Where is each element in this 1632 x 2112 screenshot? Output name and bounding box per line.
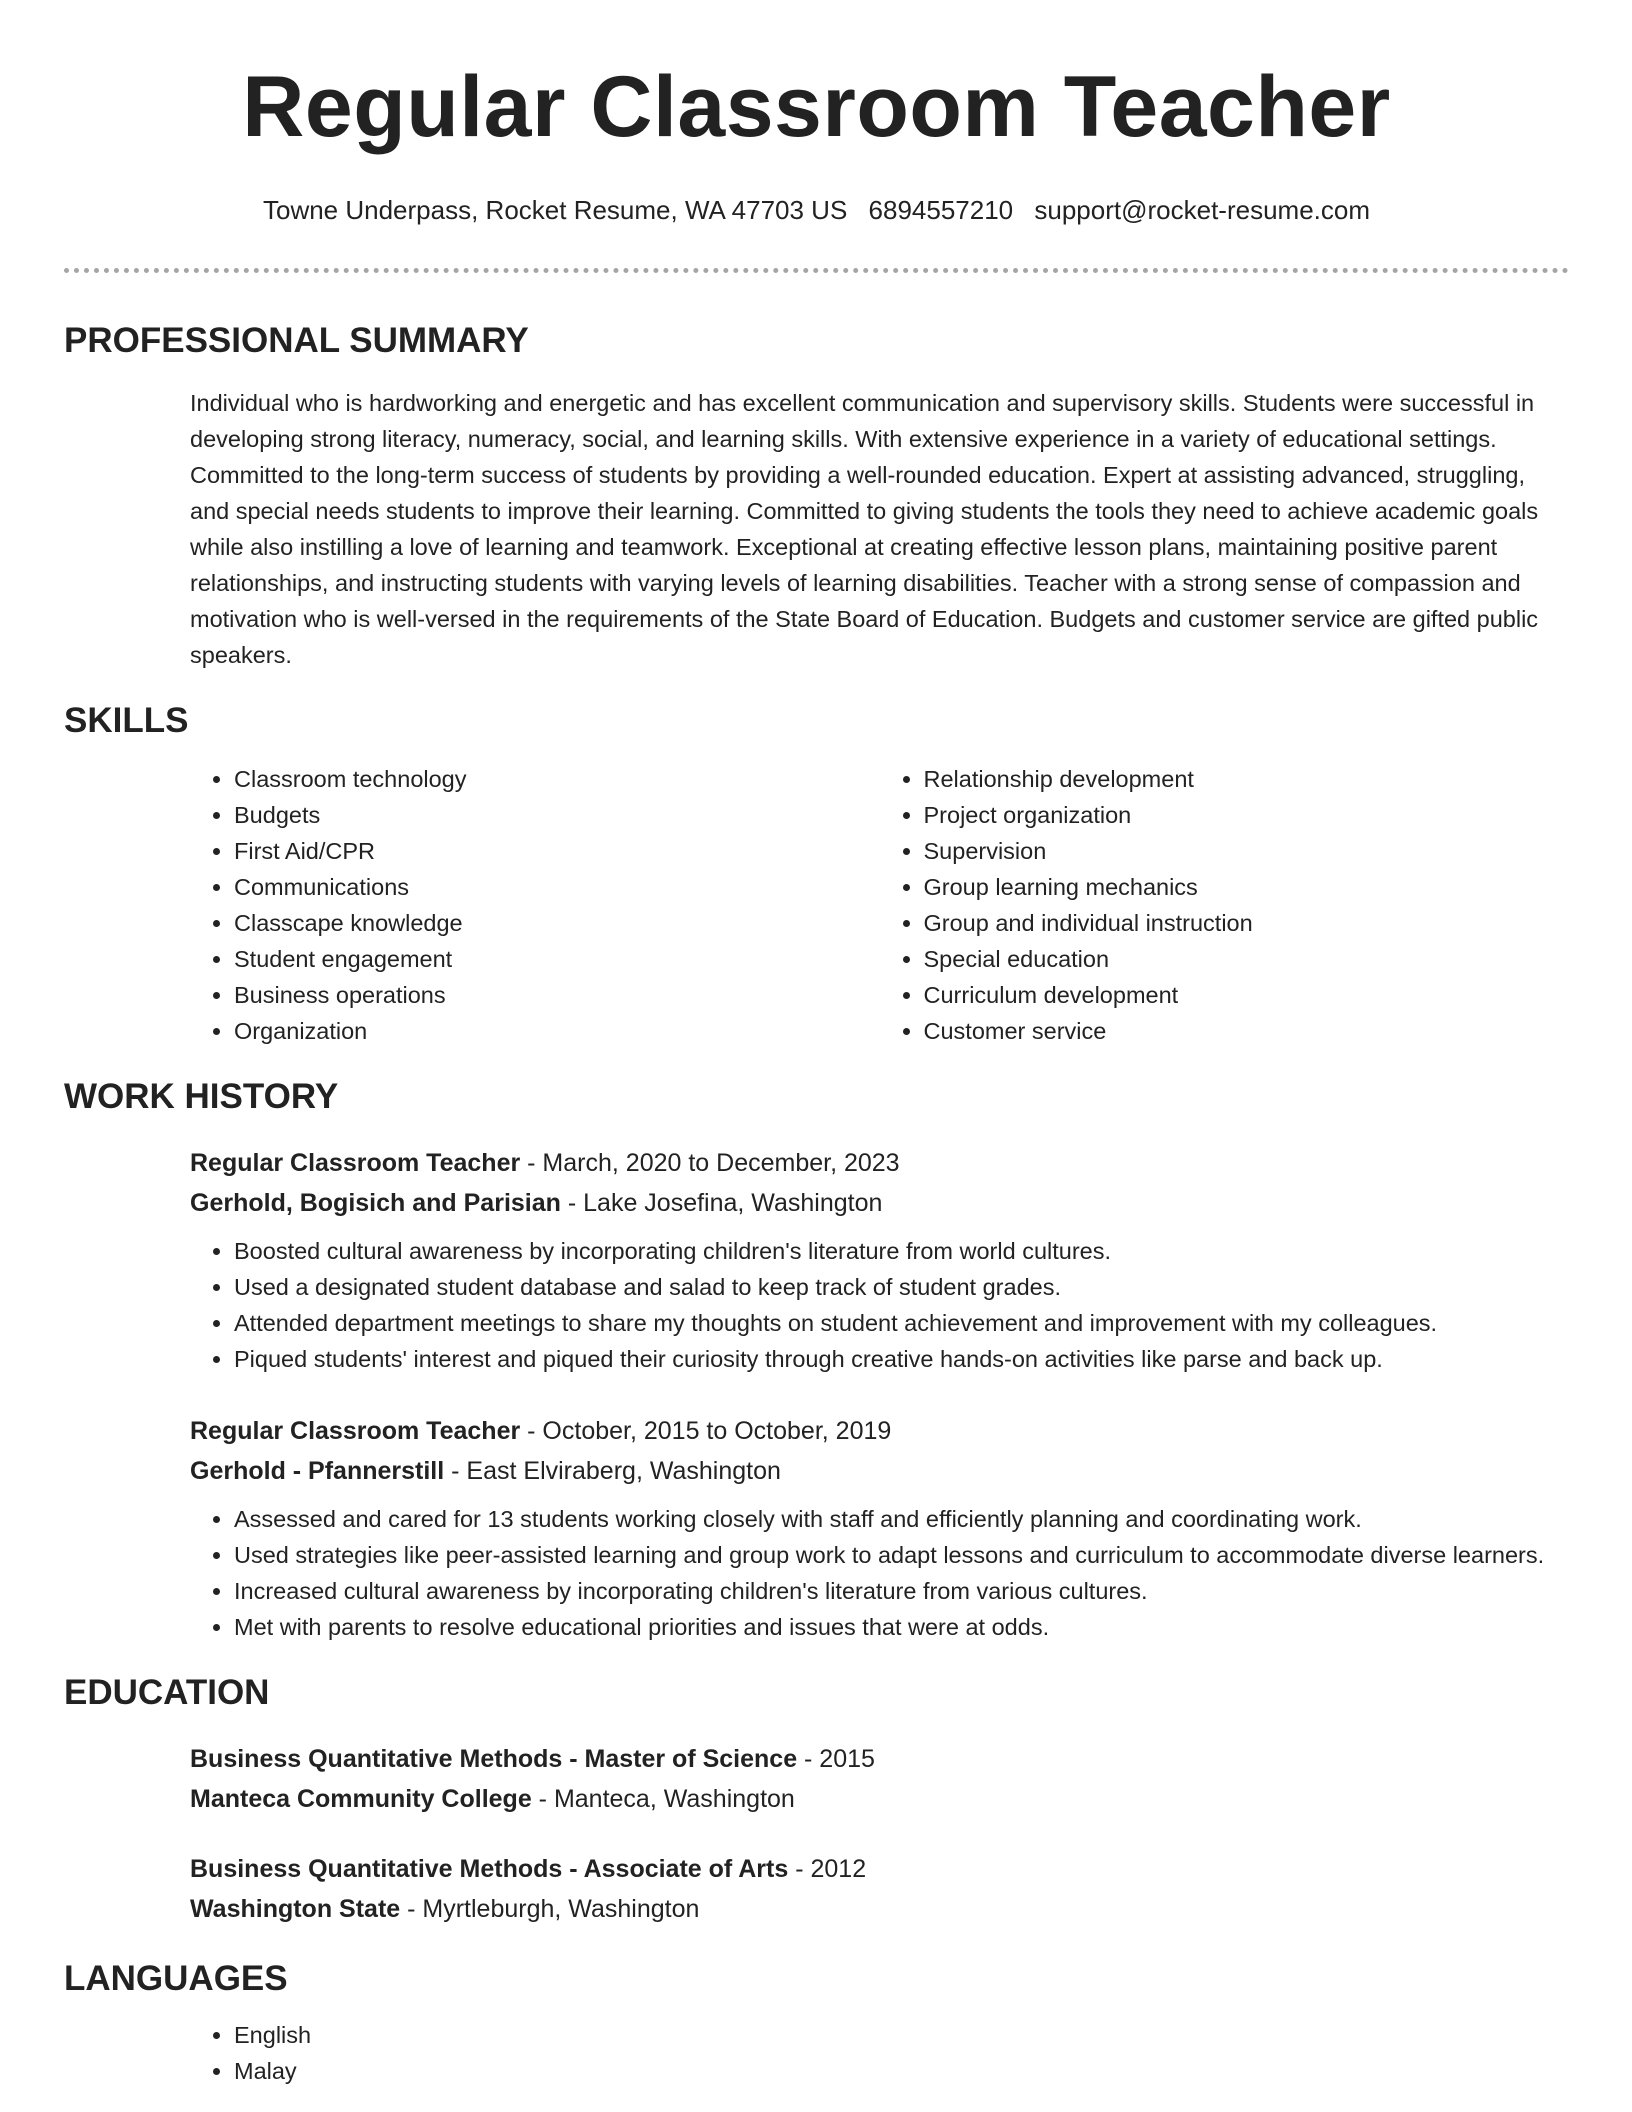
- language-item: • Malay: [234, 2053, 1569, 2089]
- education-section: [64, 1671, 1569, 1929]
- skill-item: • Budgets: [234, 797, 880, 833]
- skill-item: • Relationship development: [924, 761, 1570, 797]
- job-bullet: • Assessed and cared for 13 students working closely with staff and efficiently planning and coordinating work.: [234, 1501, 1569, 1537]
- skill-item: • Classroom technology: [234, 761, 880, 797]
- work-history-heading: WORK HISTORY: [64, 1077, 339, 1116]
- education-year: - 2015: [797, 1745, 875, 1773]
- education-degree: Business Quantitative Methods - Master of Science: [190, 1745, 798, 1773]
- education-school-line: [190, 1889, 1569, 1929]
- education-year: - 2012: [788, 1855, 867, 1883]
- skill-item: • Group learning mechanics: [924, 869, 1570, 905]
- education-location: - Myrtleburgh, Washington: [400, 1895, 700, 1923]
- skill-item: • Curriculum development: [924, 977, 1570, 1013]
- job-bullet: • Attended department meetings to share my thoughts on student achievement and improvement with my colleagues.: [234, 1305, 1569, 1341]
- job-company-line: [190, 1183, 1569, 1223]
- contact-email: support@rocket-resume.com: [1034, 195, 1371, 225]
- job-bullet: • Used strategies like peer-assisted learning and group work to adapt lessons and curriculum to accommodate diverse learners.: [234, 1537, 1569, 1573]
- language-item: • English: [234, 2017, 1569, 2053]
- skill-item: • Student engagement: [234, 941, 880, 977]
- job-dates: - March, 2020 to December, 2023: [520, 1149, 900, 1177]
- skills-list-left: [190, 761, 880, 1049]
- job-company: Gerhold - Pfannerstill: [190, 1457, 445, 1485]
- education-entry: [190, 1739, 1569, 1819]
- education-degree: Business Quantitative Methods - Associate of Arts: [190, 1855, 789, 1883]
- skill-item: • Customer service: [924, 1013, 1570, 1049]
- resume-page: [64, 0, 1569, 2089]
- summary-text: Individual who is hardworking and energetic and has excellent communication and supervisory skills. Students were successful in developing strong literacy, numeracy, social, and learning skills. With extensive experience in a variety of educational settings. Committed to the long-term success of students by providing a well-rounded education. Expert at assisting advanced, struggling, and special needs students to improve their learning. Committed to giving students the tools they need to achieve academic goals while also instilling a love of learning and teamwork. Exceptional at creating effective lesson plans, maintaining positive parent relationships, and instructing students with varying levels of learning disabilities. Teacher with a strong sense of compassion and motivation who is well-versed in the requirements of the State Board of Education. Budgets and customer service are gifted public speakers.: [190, 390, 1539, 668]
- education-entry: [190, 1849, 1569, 1929]
- skills-columns: [190, 761, 1569, 1049]
- education-heading: EDUCATION: [64, 1673, 270, 1712]
- job-entry: [190, 1143, 1569, 1377]
- skill-item: • First Aid/CPR: [234, 833, 880, 869]
- summary-section: [64, 319, 1569, 673]
- skills-section: [64, 699, 1569, 1049]
- job-bullets: [190, 1501, 1569, 1645]
- job-dates: - October, 2015 to October, 2019: [520, 1417, 892, 1445]
- languages-list: [190, 2017, 1569, 2089]
- skills-list-right: [880, 761, 1570, 1049]
- skill-item: • Supervision: [924, 833, 1570, 869]
- contact-phone: 6894557210: [868, 195, 1014, 225]
- contact-address: Towne Underpass, Rocket Resume, WA 47703 US: [262, 195, 848, 225]
- job-title-line: [190, 1143, 1569, 1183]
- education-degree-line: [190, 1739, 1569, 1779]
- skill-item: • Organization: [234, 1013, 880, 1049]
- contact-line: [64, 192, 1569, 228]
- job-role: Regular Classroom Teacher: [190, 1417, 521, 1445]
- job-company-line: [190, 1451, 1569, 1491]
- job-entry: [190, 1411, 1569, 1645]
- job-company: Gerhold, Bogisich and Parisian: [190, 1189, 561, 1217]
- skill-item: • Business operations: [234, 977, 880, 1013]
- job-bullet: • Boosted cultural awareness by incorporating children's literature from world cultures.: [234, 1233, 1569, 1269]
- education-school: Manteca Community College: [190, 1785, 532, 1813]
- job-location: - Lake Josefina, Washington: [560, 1189, 883, 1217]
- summary-heading: PROFESSIONAL SUMMARY: [64, 321, 529, 360]
- header-divider: [64, 268, 1569, 273]
- job-bullet: • Piqued students' interest and piqued their curiosity through creative hands-on activities like parse and back up.: [234, 1341, 1569, 1377]
- skill-item: • Project organization: [924, 797, 1570, 833]
- education-degree-line: [190, 1849, 1569, 1889]
- skill-item: • Classcape knowledge: [234, 905, 880, 941]
- job-title-line: [190, 1411, 1569, 1451]
- languages-heading: LANGUAGES: [64, 1959, 288, 1998]
- skills-heading: SKILLS: [64, 701, 189, 740]
- resume-name: Regular Classroom Teacher: [242, 59, 1391, 155]
- languages-section: [64, 1957, 1569, 2089]
- job-bullets: [190, 1233, 1569, 1377]
- job-location: - East Elviraberg, Washington: [444, 1457, 781, 1485]
- work-history-section: [64, 1075, 1569, 1645]
- skill-item: • Group and individual instruction: [924, 905, 1570, 941]
- education-location: - Manteca, Washington: [531, 1785, 795, 1813]
- job-bullet: • Increased cultural awareness by incorporating children's literature from various cultures.: [234, 1573, 1569, 1609]
- job-bullet: • Used a designated student database and salad to keep track of student grades.: [234, 1269, 1569, 1305]
- education-school-line: [190, 1779, 1569, 1819]
- job-role: Regular Classroom Teacher: [190, 1149, 521, 1177]
- skill-item: • Communications: [234, 869, 880, 905]
- skill-item: • Special education: [924, 941, 1570, 977]
- job-bullet: • Met with parents to resolve educational priorities and issues that were at odds.: [234, 1609, 1569, 1645]
- education-school: Washington State: [190, 1895, 401, 1923]
